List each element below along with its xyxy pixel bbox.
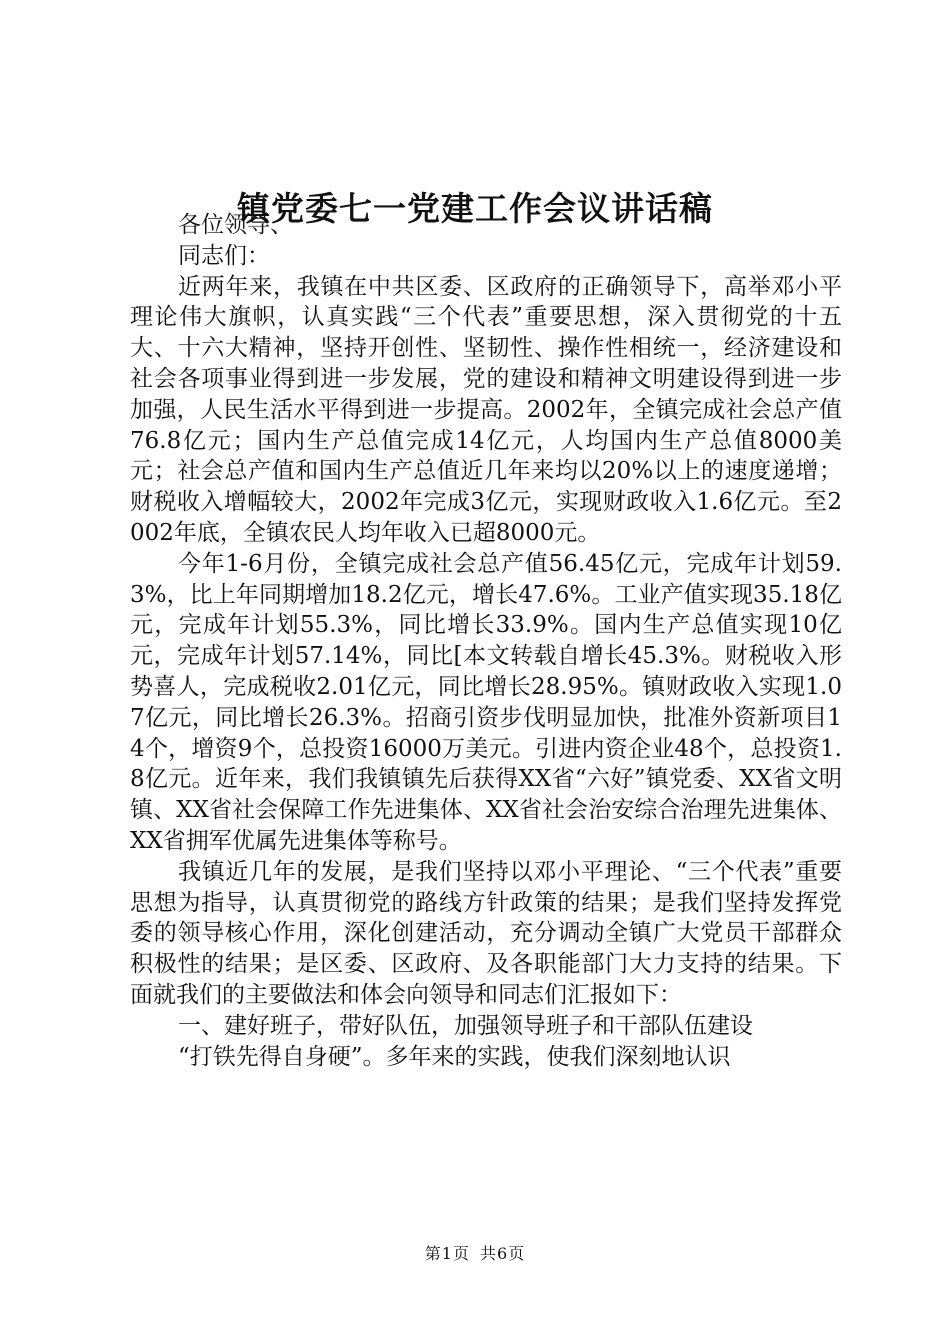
- salutation-comrades: 同志们：: [178, 242, 270, 269]
- paragraph-section-one-start: “打铁先得自身硬”。多年来的实践，使我们深刻地认识: [178, 1043, 731, 1070]
- paragraph-overview: 近两年来，我镇在中共区委、区政府的正确领导下，高举邓小平理论伟大旗帜，认真实践“三个代表”重要思想，深入贯彻党的十五大、十六大精神，坚持开创性、坚韧性、操作性相统一，经济建设和社会各项事业得到进一步发展，党的建设和精神文明建设得到进一步加强，人民生活水平得到进一步提高。2002年，全镇完成社会总产值76.8亿元；国内生产总值完成14亿元，人均国内生产总值8000美元；社会总产值和国内生产总值近几年来均以20%以上的速度递增；财税收入增幅较大，2002年完成3亿元，实现财政收入1.6亿元。至2002年底，全镇农民人均年收入已超8000元。: [130, 273, 842, 546]
- document-title: 镇党委七一党建工作会议讲话稿: [237, 189, 713, 228]
- page-number: 第1页: [424, 1244, 470, 1263]
- salutation-leaders: 各位领导、: [178, 212, 293, 238]
- page-total: 共6页: [480, 1244, 526, 1263]
- paragraph-first-half-results: 今年1-6月份，全镇完成社会总产值56.45亿元，完成年计划59.3%，比上年同期增加18.2亿元，增长47.6%。工业产值实现35.18亿元，完成年计划55.3%，同比增长33.9%。国内生产总值实现10亿元，完成年计划57.14%，同比[本文转载自增长45.3%。财税收入形势喜人，完成税收2.01亿元，同比增长28.95%。镇财政收入实现1.07亿元，同比增长26.3%。招商引资步伐明显加快，批准外资新项目14个，增资9个，总投资16000万美元。引进内资企业48个，总投资1.8亿元。近年来，我们我镇镇先后获得XX省“六好”镇党委、XX省文明镇、XX省社会保障工作先进集体、XX省社会治安综合治理先进集体、XX省拥军优属先进集体等称号。: [130, 550, 842, 854]
- document-body: [130, 210, 842, 1072]
- paragraph-reasons: 我镇近几年的发展，是我们坚持以邓小平理论、“三个代表”重要思想为指导，认真贯彻党的路线方针政策的结果；是我们坚持发挥党委的领导核心作用，深化创建活动，充分调动全镇广大党员干部群众积极性的结果；是区委、区政府、及各职能部门大力支持的结果。下面就我们的主要做法和体会向领导和同志们汇报如下：: [130, 858, 842, 1008]
- page-footer: [0, 1243, 950, 1265]
- section-heading-one: 一、建好班子，带好队伍，加强领导班子和干部队伍建设: [178, 1012, 753, 1039]
